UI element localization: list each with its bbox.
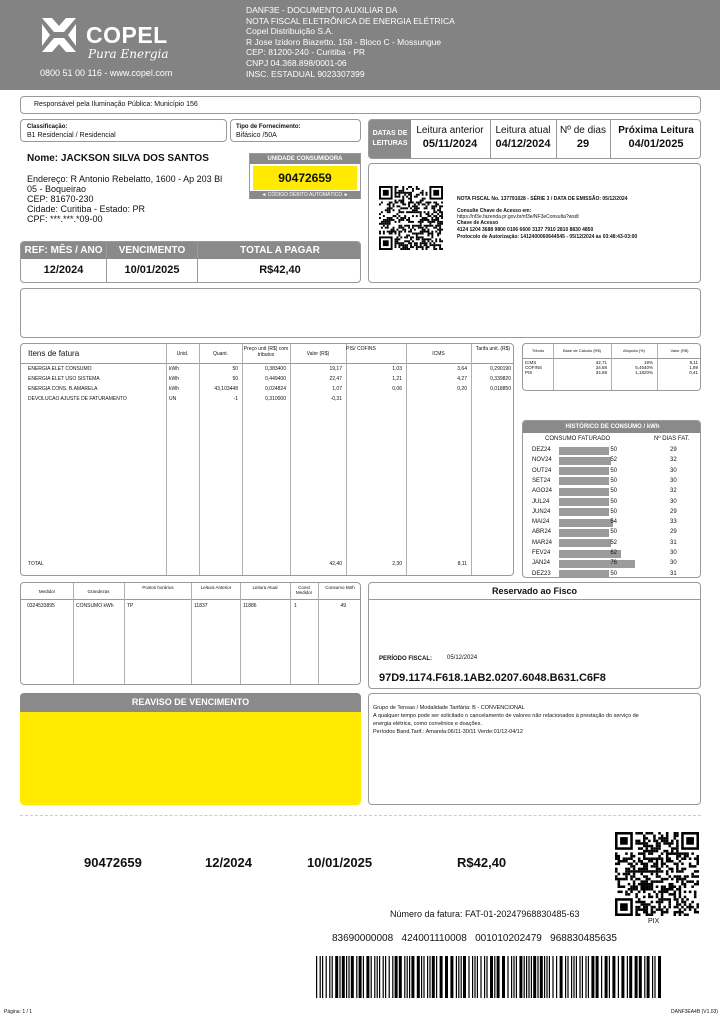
classificacao-label: Classificação:	[27, 124, 68, 130]
cliente-cpf: CPF: ***.***.*09-00	[27, 214, 103, 224]
itens-cell: -1	[233, 396, 238, 402]
historico-bar	[559, 488, 609, 496]
historico-dias: 29	[670, 447, 677, 453]
historico-dias: 30	[670, 560, 677, 567]
cut-line	[20, 815, 701, 816]
header-bar	[0, 0, 720, 90]
itens-cell: 0,310000	[265, 396, 286, 402]
itens-cell: -0,31	[330, 396, 342, 402]
nf-chave: 4124 1204 3688 9800 0106 6600 3137 7910 2810 8830 4850	[457, 227, 594, 233]
itens-cell: DEVOLUCAO AJUSTE DE FATURAMENTO	[28, 396, 127, 402]
tipo-fornecimento-box	[230, 119, 361, 142]
col-postos: Postos horários	[142, 585, 174, 590]
medidor-table	[20, 582, 361, 685]
col-const: Const Medidor	[295, 585, 313, 595]
itens-cell: 1,03	[392, 366, 402, 372]
dias-label: Nº de dias	[560, 125, 606, 136]
datas-label-a: DATAS DE	[372, 130, 408, 137]
historico-dias: 29	[670, 529, 677, 536]
qr-code-icon	[379, 186, 443, 250]
pix-qr-code-icon	[615, 832, 699, 916]
medidor-numero: 0324533895	[27, 603, 55, 609]
itens-cell: 0,018850	[490, 386, 511, 392]
historico-col1: CONSUMO FATURADO	[545, 436, 611, 442]
observacoes-text	[373, 704, 639, 736]
info-line: Copel Distribuição S.A.	[246, 26, 334, 37]
classificacao-value: B1 Residencial / Residencial	[27, 132, 116, 139]
itens-cell: 50	[232, 366, 238, 372]
vencimento-value: 10/01/2025	[124, 264, 180, 276]
tributo-cell: 5,4540%	[635, 365, 653, 370]
datas-leituras-box	[368, 119, 701, 159]
tipo-fornecimento-value: Bifásico /50A	[236, 132, 277, 139]
historico-kwh: 50	[610, 498, 617, 505]
periodo-fiscal-label: PERÍODO FISCAL:	[379, 656, 433, 662]
historico-kwh: 52	[610, 457, 617, 464]
historico-dias: 30	[670, 550, 677, 556]
col-quant: Quant.	[212, 351, 228, 357]
nota-fiscal-box	[368, 163, 701, 283]
itens-cell: ENERGIA CONS. B.AMARELA	[28, 386, 98, 392]
historico-dias: 33	[670, 519, 677, 526]
historico-dias: 31	[670, 570, 677, 577]
historico-dias: 29	[670, 508, 677, 515]
tipo-fornecimento-label: Tipo de Fornecimento:	[236, 124, 301, 130]
itens-cell: 1,21	[392, 376, 402, 382]
reaviso-box	[20, 693, 361, 805]
tributo-cell: 34,58	[595, 370, 607, 375]
historico-mes: AGO24	[532, 488, 553, 495]
itens-cell: kWh	[169, 386, 179, 392]
stub-total: R$42,40	[457, 855, 507, 870]
unidade-numero: 90472659	[253, 166, 357, 190]
tributo-cell: COFINS	[525, 365, 543, 370]
medidor-leitura-atual: 11886	[243, 603, 257, 609]
historico-bar	[559, 529, 609, 537]
periodo-fiscal-value: 05/12/2024	[447, 655, 478, 661]
logo-name: COPEL	[86, 22, 168, 48]
historico-bar	[559, 447, 609, 455]
tributo-cell: 0,41	[689, 370, 698, 375]
itens-cell: 0,20	[457, 386, 467, 392]
historico-kwh: 50	[610, 447, 617, 453]
cliente-cidade: Cidade: Curitiba - Estado: PR	[27, 204, 146, 214]
col-leitura-anterior: Leitura Anterior	[200, 585, 232, 590]
nf-chave-label: Chave de Acesso	[457, 220, 499, 226]
stub-ref: 12/2024	[205, 855, 252, 870]
historico-kwh: 50	[610, 477, 617, 484]
historico-dias: 32	[670, 457, 677, 464]
historico-kwh: 50	[610, 570, 617, 577]
info-line: CNPJ 04.368.898/0001-06	[246, 57, 347, 68]
endereco-linha: Endereço: R Antonio Rebelatto, 1600 - Ap 203 Bl	[27, 174, 223, 184]
proxima-leitura-value: 04/01/2025	[628, 138, 684, 150]
itens-cell: 0,339820	[490, 376, 511, 382]
itens-cell: 0,024824	[265, 386, 286, 392]
leitura-atual-label: Leitura atual	[495, 125, 551, 136]
historico-dias: 31	[670, 539, 677, 546]
col-tributo: Tributo	[531, 348, 545, 353]
itens-cell: 22,47	[329, 376, 342, 382]
medidor-grandeza: CONSUMO kWh	[76, 603, 114, 609]
col-aliquota: Alíquota (%)	[622, 348, 645, 353]
itens-cell: kWh	[169, 376, 179, 382]
mensagens-box	[20, 288, 701, 338]
historico-mes: DEZ24	[532, 447, 551, 453]
historico-consumo-chart	[522, 420, 701, 578]
itens-cell: ENERGIA ELET CONSUMO	[28, 366, 92, 372]
fisco-codigo: 97D9.1174.F618.1AB2.0207.6048.B631.C6F8	[379, 672, 606, 684]
nf-numero: NOTA FISCAL No. 137791028 - SÉRIE 3 / DATA DE EMISSÃO: 05/12/2024	[457, 196, 628, 202]
historico-mes: SET24	[532, 477, 551, 484]
total-icms: 8,11	[457, 561, 467, 567]
historico-dias: 30	[670, 498, 677, 505]
info-line: DANF3E - DOCUMENTO AUXILIAR DA	[246, 5, 398, 15]
total-label: TOTAL	[28, 561, 44, 567]
historico-mes: OUT24	[532, 467, 552, 474]
barcode-icon	[316, 956, 664, 998]
cliente-cep: CEP: 81670-230	[27, 194, 94, 204]
cliente-endereco	[27, 174, 222, 224]
tributo-cell: 1,1820%	[635, 370, 653, 375]
historico-bar	[559, 570, 609, 578]
responsavel-text: Responsável pela Iluminação Pública: Município 156	[34, 101, 198, 108]
historico-bar	[559, 477, 609, 485]
col-base: Base de Cálculo (R$)	[562, 348, 602, 353]
historico-mes: FEV24	[532, 550, 551, 556]
unidade-consumidora-box	[249, 153, 361, 199]
nf-url: https://nf3e.fazenda.pr.gov.br/nf3e/NF3eConsulta?wsdl	[457, 214, 579, 220]
itens-cell: 43,103448	[214, 386, 238, 392]
datas-label-b: LEITURAS	[372, 140, 408, 147]
linha-digitavel: 83690000008 424001110008 001010202479 968830485635	[332, 933, 617, 944]
obs-line: Períodos Band.Tarif.: Amarela:06/11-30/11 Verde:01/12-04/12	[373, 729, 523, 735]
col-valor: Valor (R$)	[670, 348, 689, 353]
fisco-title: Reservado ao Fisco	[491, 586, 578, 596]
tributo-cell: 8,11	[689, 360, 698, 365]
col-pis: PIS/ COFINS	[346, 346, 376, 352]
footer-pagina: Página: 1 / 1	[4, 1009, 33, 1015]
leitura-anterior-value: 05/11/2024	[422, 138, 478, 150]
col-icms: ICMS	[432, 351, 445, 357]
datas-label-block	[369, 120, 411, 159]
classificacao-box	[20, 119, 227, 142]
historico-dias: 30	[670, 467, 677, 474]
itens-cell: 50	[232, 376, 238, 382]
col-consumo: Consumo kWh	[325, 585, 355, 590]
obs-line: Grupo de Tensao / Modalidade Tarifária: B - CONVENCIONAL	[373, 705, 525, 711]
tributos-table	[522, 343, 701, 391]
pix-label: PIX	[648, 918, 660, 925]
itens-cell: kWh	[169, 366, 179, 372]
nf-consulte: Consulte Chave de Acesso em:	[457, 208, 532, 214]
historico-bar	[559, 467, 609, 475]
cliente-nome: Nome: JACKSON SILVA DOS SANTOS	[27, 153, 209, 164]
medidor-posto: TP	[127, 603, 134, 609]
itens-cell: UN	[169, 396, 177, 402]
itens-cell: 0,449400	[265, 376, 286, 382]
col-preco: Preço unit (R$) com tributos	[243, 346, 289, 358]
historico-kwh: 76	[610, 560, 617, 567]
historico-mes: NOV24	[532, 457, 552, 464]
tributo-cell: 1,89	[689, 365, 698, 370]
obs-line: energia elétrica, como convênios e doações.	[373, 721, 482, 727]
col-leitura-atual: Leitura Atual	[252, 585, 278, 590]
unidade-label: UNIDADE CONSUMIDORA	[250, 154, 360, 164]
historico-mes: JAN24	[532, 560, 551, 567]
tributo-cell: 42,71	[595, 360, 607, 365]
stub-unidade: 90472659	[84, 855, 142, 870]
col-valor: Valor (R$)	[306, 351, 330, 357]
historico-col2: Nº DIAS FAT.	[654, 436, 690, 442]
total-valor: 42,40	[329, 561, 342, 567]
obs-line: A qualquer tempo pode ser solicitado o cancelamento de valores não relacionados à prestação do serviço de	[373, 713, 639, 719]
unidade-sub: ◄ CÓDIGO DÉBITO AUTOMÁTICO ►	[250, 191, 360, 199]
col-unid: Unid.	[176, 351, 189, 357]
vencimento-label: VENCIMENTO	[118, 245, 186, 256]
historico-dias: 32	[670, 488, 677, 495]
info-line: CEP: 81200-240 - Curitiba - PR	[246, 47, 366, 58]
ref-value: 12/2024	[43, 264, 84, 276]
tributo-cell: ICMS	[525, 360, 537, 365]
company-info	[246, 5, 455, 79]
total-label: TOTAL A PAGAR	[240, 245, 320, 256]
itens-cell: 19,17	[329, 366, 342, 372]
col-medidor: Medidor	[38, 589, 56, 594]
historico-kwh: 62	[610, 550, 617, 556]
leitura-anterior-label: Leitura anterior	[416, 125, 484, 136]
proxima-leitura-label: Próxima Leitura	[618, 125, 694, 136]
historico-mes: JUL24	[532, 498, 550, 505]
ref-label: REF: MÊS / ANO	[24, 245, 103, 256]
endereco-linha: 05 - Boqueirao	[27, 184, 87, 194]
historico-kwh: 50	[610, 467, 617, 474]
historico-mes: MAI24	[532, 519, 550, 526]
footer-versao: DANF3EA4B (V1.03)	[671, 1009, 718, 1015]
copel-logo-icon	[40, 16, 78, 54]
observacoes-box	[368, 693, 701, 805]
historico-kwh: 50	[610, 508, 617, 515]
historico-bar	[559, 560, 635, 568]
fisco-box	[368, 582, 701, 689]
historico-kwh: 52	[610, 539, 617, 546]
responsavel-box	[20, 96, 701, 114]
tributo-cell: PIS	[525, 370, 533, 375]
historico-kwh: 54	[610, 519, 617, 526]
stub-vencimento: 10/01/2025	[307, 855, 373, 870]
historico-kwh: 50	[610, 529, 617, 536]
numero-fatura: Número da fatura: FAT-01-20247968830485-63	[390, 909, 580, 919]
col-tarifa: Tarifa unit. (R$)	[475, 346, 511, 352]
itens-cell: 0,290190	[490, 366, 511, 372]
medidor-const: 1	[294, 603, 297, 609]
itens-cell: ENERGIA ELET USO SISTEMA	[28, 376, 100, 382]
ref-box	[20, 241, 361, 283]
historico-mes: JUN24	[532, 508, 551, 515]
itens-fatura-table	[20, 343, 514, 576]
tributo-cell: 34,58	[595, 365, 607, 370]
historico-mes: ABR24	[532, 529, 552, 536]
col-itens: Itens de fatura	[28, 349, 80, 358]
nf-protocolo: Protocolo de Autorização: 1412400060644545 - 05/12/2024 às 03:48:43-03:00	[457, 234, 638, 240]
tributo-cell: 19%	[643, 360, 653, 365]
itens-cell: 0,383400	[265, 366, 286, 372]
historico-kwh: 50	[610, 488, 617, 495]
col-grandezas: Grandezas	[87, 589, 110, 594]
reaviso-area	[20, 712, 361, 805]
itens-cell: 0,06	[392, 386, 402, 392]
medidor-leitura-anterior: 11837	[194, 603, 208, 609]
dias-value: 29	[576, 138, 590, 150]
logo-slogan: Pura Energia	[88, 47, 169, 61]
itens-cell: 3,64	[457, 366, 467, 372]
total-value: R$42,40	[259, 264, 301, 276]
historico-dias: 30	[670, 477, 677, 484]
medidor-consumo: 49	[340, 603, 346, 609]
historico-title: HISTÓRICO DE CONSUMO / kWh	[523, 421, 701, 433]
historico-mes: MAR24	[532, 539, 553, 546]
historico-mes: DEZ23	[532, 570, 551, 577]
total-pis: 2,30	[392, 561, 402, 567]
info-line: NOTA FISCAL ELETRÔNICA DE ENERGIA ELÉTRICA	[246, 15, 455, 26]
historico-bar	[559, 498, 609, 506]
itens-cell: 4,27	[457, 376, 467, 382]
reaviso-title: REAVISO DE VENCIMENTO	[20, 693, 361, 712]
itens-cell: 1,07	[332, 386, 342, 392]
leitura-atual-value: 04/12/2024	[495, 138, 551, 150]
info-line: INSC. ESTADUAL 9023307399	[246, 68, 365, 79]
historico-bar	[559, 508, 609, 516]
phone-site: 0800 51 00 116 - www.copel.com	[40, 68, 173, 78]
info-line: R Jose Izidoro Biazetto, 158 - Bloco C - Mossungue	[246, 36, 442, 47]
